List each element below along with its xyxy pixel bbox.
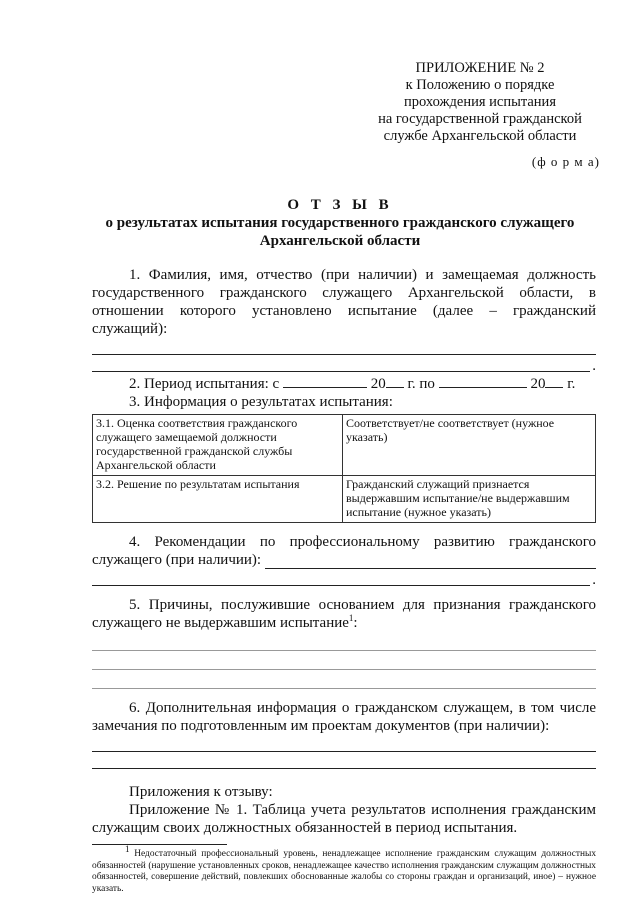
item-5-colon: : — [353, 615, 358, 631]
item-5-line-1: 5. Причины, послужившие основанием для признания гражданского — [129, 597, 596, 613]
table-cell-criterion: 3.2. Решение по результатам испытания — [93, 476, 343, 523]
period-end-blank — [439, 374, 527, 388]
item-5-line-2: служащего не выдержавшим испытание — [92, 615, 349, 631]
item-1-fill-line-2 — [92, 355, 590, 372]
item-2-mid: г. по — [407, 376, 435, 392]
appendix-text: Приложение № 1. Таблица учета результатов исполнения гражданским служащим своих должностных обязанностей в период испытания. — [92, 802, 596, 836]
item-5-fill-line-2 — [92, 651, 596, 670]
table-cell-criterion: 3.1. Оценка соответствия гражданского служащего замещаемой должности государственной гражданской службы Архангельской области — [93, 415, 343, 476]
item-2-suffix: г. — [567, 376, 576, 392]
item-6-fill-line-2 — [92, 752, 596, 769]
item-4-line-2-row — [92, 551, 596, 569]
title-line-2: о результатах испытания государственного гражданского служащего — [105, 215, 575, 231]
year-2-blank — [545, 374, 563, 388]
item-2-period — [92, 374, 596, 393]
appendix-heading: Приложения к отзыву: — [129, 784, 273, 800]
item-4-line-2: служащего (при наличии): — [92, 552, 262, 568]
header-line-3: прохождения испытания — [404, 94, 556, 110]
item-6-fill-line-1 — [92, 735, 596, 752]
footnote-separator — [92, 844, 227, 845]
document-title — [70, 196, 610, 250]
item-6-text: 6. Дополнительная информация о гражданском служащем, в том числе замечания по подготовленным им проектам документов (при наличии): — [92, 700, 596, 734]
item-2-prefix: 2. Период испытания: с — [129, 376, 280, 392]
item-4-line-1: 4. Рекомендации по профессиональному развитию гражданского — [129, 534, 596, 550]
item-2-year-1: 20 — [370, 376, 386, 392]
item-1-text: 1. Фамилия, имя, отчество (при наличии) и замещаемая должность государственного гражданского служащего Архангельской области, в отношении которого установлено испытание (далее – гражданский служащий): — [92, 267, 596, 337]
form-label: (ф о р м а) — [531, 154, 600, 169]
footnote-ref: 1 — [348, 613, 354, 623]
header-line-1: ПРИЛОЖЕНИЕ № 2 — [415, 60, 545, 76]
item-2-year-2: 20 — [530, 376, 546, 392]
item-1-fill-line-1 — [92, 338, 596, 355]
title-line-3: Архангельской области — [259, 233, 421, 249]
period-start-blank — [283, 374, 367, 388]
title-main: О Т З Ы В — [287, 197, 393, 213]
item-5-fill-line-3 — [92, 670, 596, 689]
table-cell-value: Соответствует/не соответствует (нужное указать) — [343, 415, 596, 476]
item-4-fill-line — [92, 569, 590, 586]
appendix-header — [360, 60, 600, 170]
item-5-fill-line-1 — [92, 632, 596, 651]
footnote-text: Недостаточный профессиональный уровень, ненадлежащее исполнение гражданским служащим должностных обязанностей (нарушение установленных сроков, ненадлежащее качество исполнения гражданским служащим должностных обязанностей, совершение действий, повлекших обоснованные жалобы со стороны граждан и организаций, иное) – нужное указать. — [92, 849, 597, 894]
footnote-mark: 1 — [125, 844, 130, 854]
item-4-fill-inline — [265, 554, 596, 569]
table-row — [93, 415, 596, 476]
header-line-5: службе Архангельской области — [383, 128, 577, 144]
item-5-line-2-row — [92, 614, 596, 632]
header-line-4: на государственной гражданской — [378, 111, 582, 127]
document-body — [92, 266, 596, 895]
table-cell-value: Гражданский служащий признается выдержавшим испытание/не выдержавшим испытание (нужное указать) — [343, 476, 596, 523]
footnote — [92, 844, 597, 895]
table-row — [93, 476, 596, 523]
item-3-text: 3. Информация о результатах испытания: — [129, 394, 393, 410]
header-line-2: к Положению о порядке — [405, 77, 555, 93]
results-table — [92, 414, 596, 523]
year-1-blank — [386, 374, 404, 388]
